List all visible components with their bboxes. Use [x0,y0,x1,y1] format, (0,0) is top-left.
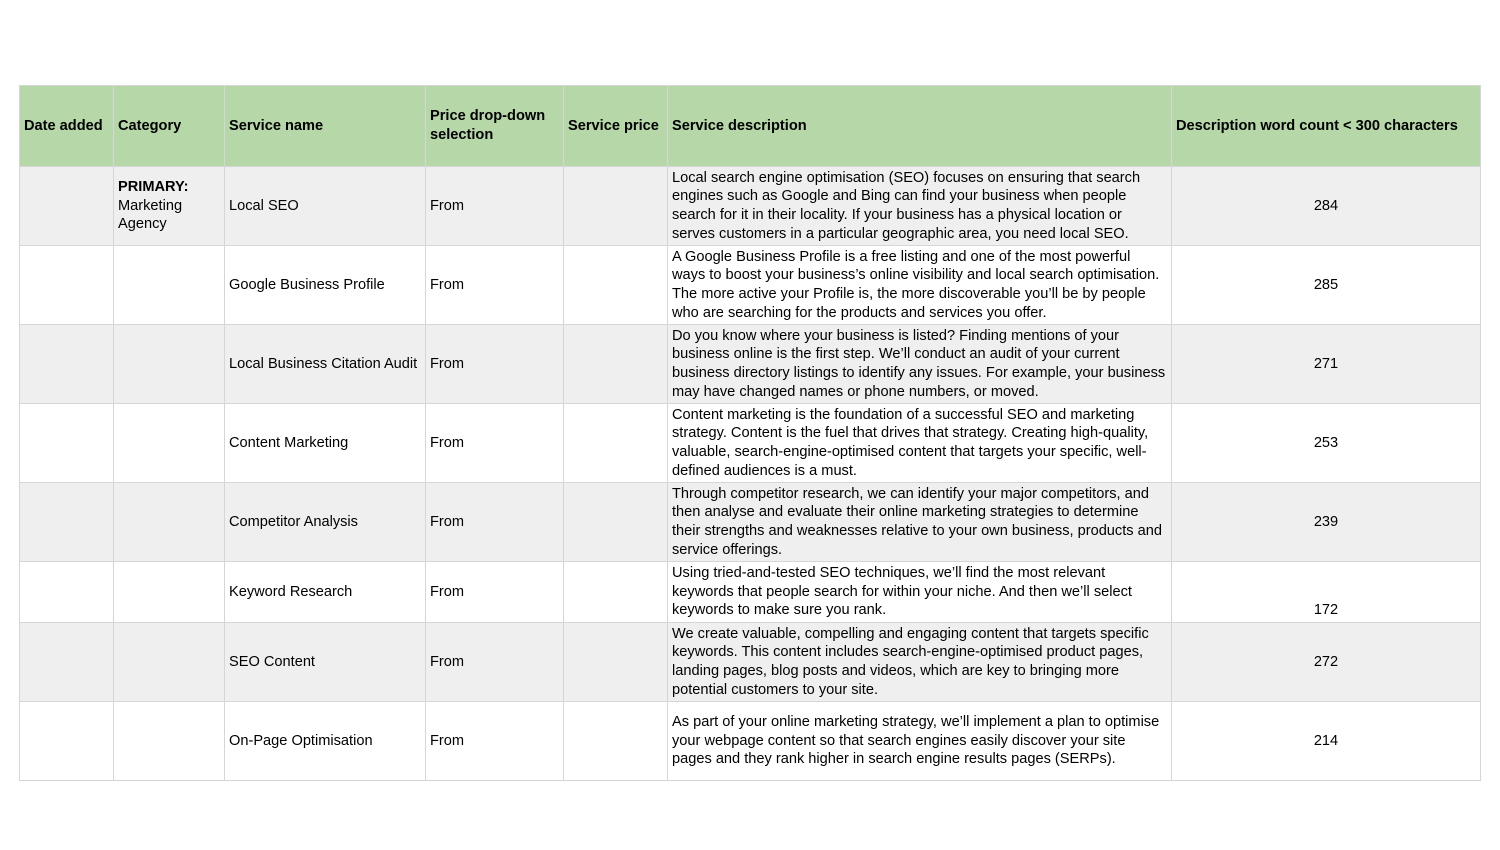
table-row [20,623,1481,702]
table-row [20,325,1481,404]
category-cell[interactable] [114,246,225,325]
table-row [20,562,1481,623]
price-dropdown-cell[interactable]: From [426,404,564,483]
word-count-cell[interactable]: 172 [1172,562,1481,623]
price-dropdown-cell[interactable]: From [426,246,564,325]
date-added-cell[interactable] [20,167,114,246]
service-price-cell[interactable] [564,325,668,404]
word-count-cell[interactable]: 285 [1172,246,1481,325]
service-name-cell[interactable]: Local Business Citation Audit [225,325,426,404]
service-name-cell[interactable]: Google Business Profile [225,246,426,325]
category-cell[interactable] [114,325,225,404]
services-table [19,85,1481,781]
description-cell[interactable]: Local search engine optimisation (SEO) focuses on ensuring that search engines such as Google and Bing can find your business when people search for it in their locality. If your business has a physical location or serves customers in a particular geographic area, you need local SEO. [668,167,1172,246]
service-price-cell[interactable] [564,702,668,781]
service-name-cell[interactable]: On-Page Optimisation [225,702,426,781]
header-date-added[interactable]: Date added [20,86,114,167]
price-dropdown-cell[interactable]: From [426,167,564,246]
header-row [20,86,1481,167]
service-price-cell[interactable] [564,167,668,246]
header-service-price[interactable]: Service price [564,86,668,167]
price-dropdown-cell[interactable]: From [426,623,564,702]
table-row [20,404,1481,483]
date-added-cell[interactable] [20,246,114,325]
date-added-cell[interactable] [20,404,114,483]
word-count-cell[interactable]: 239 [1172,483,1481,562]
word-count-cell[interactable]: 271 [1172,325,1481,404]
date-added-cell[interactable] [20,325,114,404]
header-price-dropdown[interactable]: Price drop-down selection [426,86,564,167]
date-added-cell[interactable] [20,623,114,702]
description-cell[interactable]: As part of your online marketing strategy, we’ll implement a plan to optimise your webpage content so that search engines easily discover your site pages and they rank higher in search engine results pages (SERPs). [668,702,1172,781]
description-cell[interactable]: Content marketing is the foundation of a successful SEO and marketing strategy. Content is the fuel that drives that strategy. Creating high-quality, valuable, search-engine-optimised content that targets your specific, well-defined audiences is a must. [668,404,1172,483]
header-word-count[interactable]: Description word count < 300 characters [1172,86,1481,167]
service-name-cell[interactable]: Content Marketing [225,404,426,483]
service-name-cell[interactable]: Competitor Analysis [225,483,426,562]
table-row [20,167,1481,246]
header-service-description[interactable]: Service description [668,86,1172,167]
header-category[interactable]: Category [114,86,225,167]
category-value: Marketing Agency [118,197,183,233]
category-cell[interactable] [114,702,225,781]
price-dropdown-cell[interactable]: From [426,562,564,623]
category-cell[interactable] [114,404,225,483]
word-count-cell[interactable]: 253 [1172,404,1481,483]
description-cell[interactable]: We create valuable, compelling and engaging content that targets specific keywords. This content includes search-engine-optimised product pages, landing pages, blog posts and videos, which are key to bringing more potential customers to your site. [668,623,1172,702]
description-cell[interactable]: Using tried-and-tested SEO techniques, we’ll find the most relevant keywords that people search for within your niche. And then we’ll select keywords to make sure you rank. [668,562,1172,623]
date-added-cell[interactable] [20,702,114,781]
service-name-cell[interactable]: SEO Content [225,623,426,702]
category-cell[interactable] [114,167,225,246]
header-service-name[interactable]: Service name [225,86,426,167]
date-added-cell[interactable] [20,562,114,623]
category-cell[interactable] [114,562,225,623]
service-price-cell[interactable] [564,246,668,325]
table-row [20,246,1481,325]
service-price-cell[interactable] [564,562,668,623]
service-price-cell[interactable] [564,483,668,562]
table-row [20,702,1481,781]
description-cell[interactable]: Do you know where your business is listed? Finding mentions of your business online is the first step. We’ll conduct an audit of your current business directory listings to identify any issues. For example, your business may have changed names or phone numbers, or moved. [668,325,1172,404]
price-dropdown-cell[interactable]: From [426,702,564,781]
category-cell[interactable] [114,483,225,562]
price-dropdown-cell[interactable]: From [426,325,564,404]
date-added-cell[interactable] [20,483,114,562]
category-cell[interactable] [114,623,225,702]
service-price-cell[interactable] [564,404,668,483]
description-cell[interactable]: A Google Business Profile is a free listing and one of the most powerful ways to boost your business’s online visibility and local search optimisation. The more active your Profile is, the more discoverable you’ll be by people who are searching for the products and services you offer. [668,246,1172,325]
word-count-cell[interactable]: 272 [1172,623,1481,702]
price-dropdown-cell[interactable]: From [426,483,564,562]
word-count-cell[interactable]: 214 [1172,702,1481,781]
service-name-cell[interactable]: Keyword Research [225,562,426,623]
category-primary-label: PRIMARY: [118,179,189,196]
table-row [20,483,1481,562]
description-cell[interactable]: Through competitor research, we can identify your major competitors, and then analyse and evaluate their online marketing strategies to determine their strengths and weaknesses relative to your own business, products and service offerings. [668,483,1172,562]
word-count-cell[interactable]: 284 [1172,167,1481,246]
service-name-cell[interactable]: Local SEO [225,167,426,246]
service-price-cell[interactable] [564,623,668,702]
